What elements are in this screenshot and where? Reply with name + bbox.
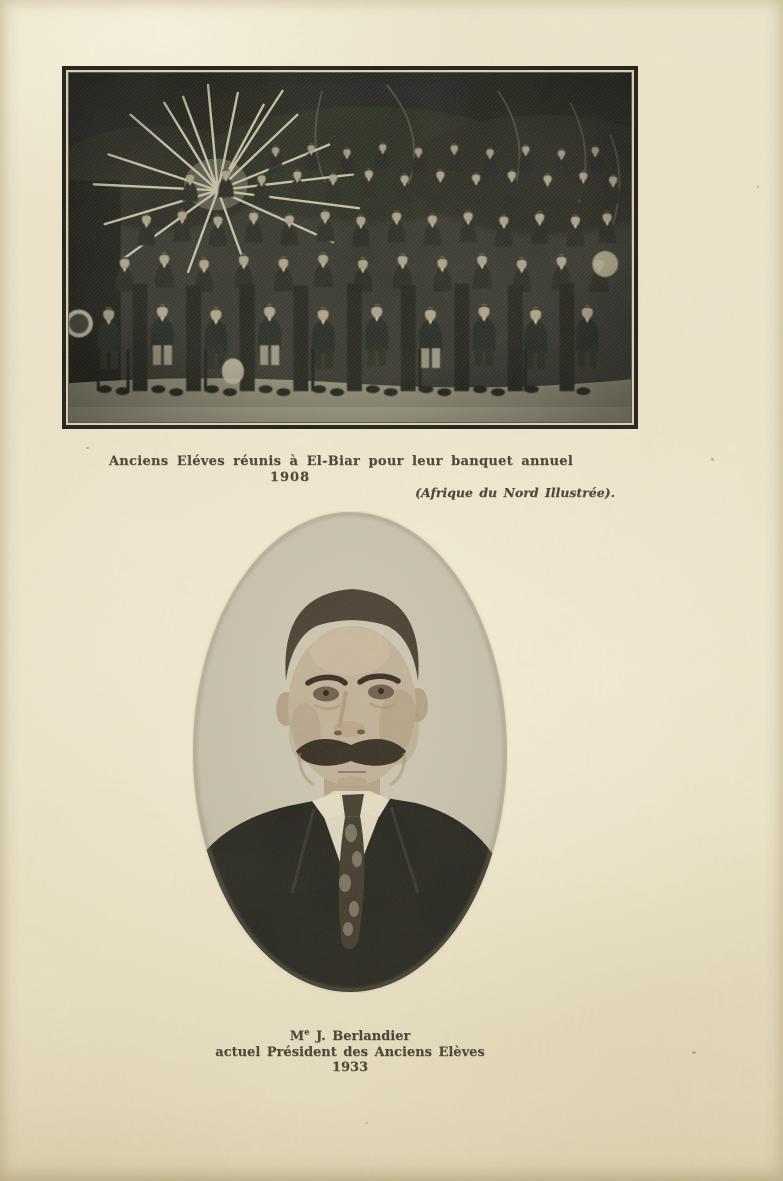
vignette — [69, 73, 631, 422]
portrait-caption — [150, 1029, 550, 1076]
paper-speck — [365, 1122, 368, 1124]
paper-speck — [757, 186, 759, 188]
group-photo-frame — [62, 66, 638, 429]
paper-speck — [711, 458, 714, 461]
portrait-caption-year: 1933 — [331, 1060, 369, 1075]
paper-speck — [692, 1051, 696, 1054]
portrait-caption-title: actuel Président des Anciens Elèves — [215, 1044, 485, 1060]
portrait-photo — [192, 511, 508, 993]
paper-speck — [86, 447, 89, 449]
group-photo-caption-line1: Anciens Eléves réunis à El-Biar pour leur banquet annuel — [108, 454, 574, 469]
portrait-caption-name: Me J. Berlandier — [289, 1027, 411, 1044]
group-photo-image — [69, 73, 631, 422]
group-photo-attribution: (Afrique du Nord Illustrée). — [415, 485, 615, 500]
group-photo-caption-year: 1908 — [269, 470, 311, 485]
portrait-image — [192, 511, 508, 993]
group-photo — [68, 72, 632, 423]
